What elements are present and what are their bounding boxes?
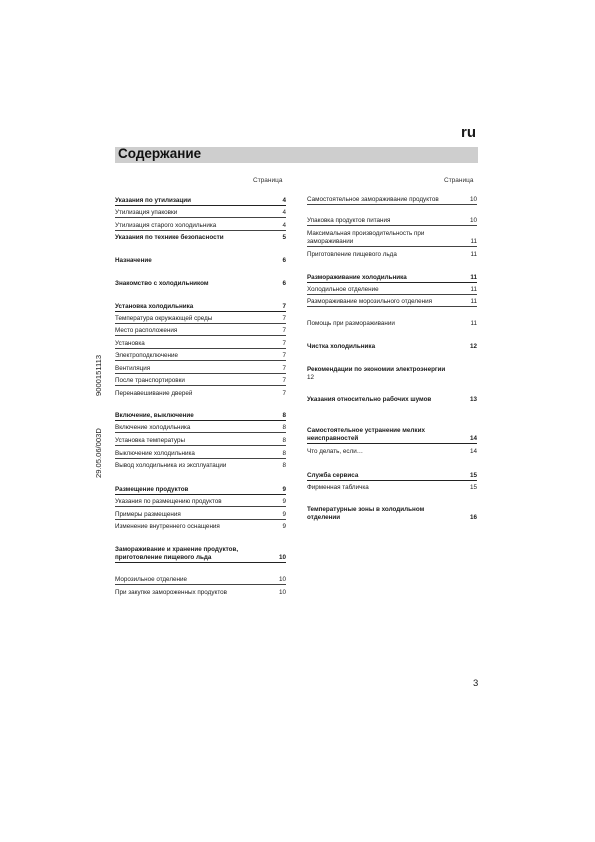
- toc-entry-title: Чистка холодильника: [307, 343, 376, 350]
- toc-entry-title: Знакомство с холодильником: [115, 280, 209, 287]
- toc-entry-title: Самостоятельное устранение мелких неисправностей: [307, 427, 425, 442]
- toc-entry-title: Указания по размещению продуктов: [115, 498, 222, 505]
- toc-entry-title: Установка: [115, 340, 145, 347]
- toc-entry: [307, 196, 477, 205]
- toc-entry-title: Вентиляция: [115, 365, 151, 372]
- toc-entry: [115, 377, 286, 386]
- toc-entry: [115, 437, 286, 446]
- toc-entry: [115, 450, 286, 459]
- toc-entry-page: 10: [469, 196, 477, 203]
- toc-entry-page: 7: [282, 352, 286, 359]
- toc-entry: [307, 286, 477, 295]
- toc-entry-title: Фирменная табличка: [307, 484, 369, 491]
- toc-entry-page: 11: [470, 251, 477, 258]
- toc-entry: [307, 484, 477, 492]
- toc-entry-title: Максимальная производительность при замораживании: [307, 230, 425, 245]
- toc-entry-page: 9: [282, 486, 286, 493]
- toc-entry: [307, 298, 477, 307]
- toc-entry: [307, 506, 477, 522]
- toc-entry-title: При закупке замороженных продуктов: [115, 589, 227, 596]
- toc-entry-title: Указания относительно рабочих шумов: [307, 396, 432, 403]
- toc-entry-title: Утилизация упаковки: [115, 209, 178, 216]
- toc-entry-page: 11: [470, 286, 477, 293]
- toc-entry-page: 14: [469, 448, 477, 455]
- toc-entry-title: Замораживание и хранение продуктов, приготовление пищевого льда: [115, 546, 239, 561]
- toc-entry-title: Указания по утилизации: [115, 197, 192, 204]
- toc-entry-title: Место расположения: [115, 327, 178, 334]
- column-header-left: Страница: [253, 177, 283, 184]
- toc-entry-page: 11: [470, 274, 477, 281]
- toc-entry-title: Приготовление пищевого льда: [307, 251, 397, 258]
- toc-entry-page: 7: [282, 315, 286, 322]
- toc-entry-page: 15: [469, 472, 477, 479]
- toc-entry-page: 4: [282, 209, 286, 216]
- toc-entry-page: 7: [282, 390, 286, 397]
- toc-entry: [115, 257, 286, 265]
- toc-entry-page: 8: [282, 437, 286, 444]
- toc-entry-page: 4: [282, 222, 286, 229]
- toc-entry-page: 15: [469, 484, 477, 491]
- toc-entry-title: Размещение продуктов: [115, 486, 189, 493]
- toc-entry: [307, 396, 477, 404]
- toc-entry-title: Утилизация старого холодильника: [115, 222, 217, 229]
- toc-entry: [115, 327, 286, 336]
- toc-entry-title: Включение холодильника: [115, 424, 191, 431]
- toc-entry: [115, 222, 286, 231]
- page-title: Содержание: [118, 146, 202, 161]
- toc-entry-title: Служба сервиса: [307, 472, 359, 479]
- toc-entry-page: 6: [282, 257, 286, 264]
- toc-entry-title: Температура окружающей среды: [115, 315, 213, 322]
- toc-entry-page: 12: [307, 374, 315, 381]
- toc-entry-page: 8: [282, 412, 286, 419]
- toc-entry-page: 7: [282, 303, 286, 310]
- toc-entry-title: Изменение внутреннего оснащения: [115, 523, 220, 530]
- toc-entry-title: Выключение холодильника: [115, 450, 195, 457]
- toc-entry: [115, 209, 286, 218]
- document-date-code: 29.05.06/003D: [94, 428, 103, 478]
- toc-entry-page: 10: [278, 554, 286, 561]
- toc-entry-page: 13: [469, 396, 477, 403]
- toc-entry-title: Перенавешивание дверей: [115, 390, 193, 397]
- toc-entry-title: Размораживание холодильника: [307, 274, 407, 281]
- toc-entry-title: Назначение: [115, 257, 152, 264]
- toc-entry-page: 7: [282, 340, 286, 347]
- toc-entry: [115, 498, 286, 507]
- title-bar: [115, 147, 478, 163]
- toc-entry: [307, 366, 477, 382]
- toc-entry-page: 11: [470, 320, 477, 327]
- toc-entry-page: 5: [282, 234, 286, 241]
- toc-entry: [115, 352, 286, 361]
- toc-entry-page: 9: [282, 511, 286, 518]
- toc-entry: [307, 274, 477, 283]
- toc-entry-page: 16: [469, 514, 477, 521]
- toc-entry-page: 10: [469, 217, 477, 224]
- toc-entry-page: 11: [470, 238, 477, 245]
- toc-entry: [307, 230, 477, 247]
- toc-entry-page: 7: [282, 377, 286, 384]
- toc-entry: [307, 320, 477, 328]
- toc-entry: [115, 280, 286, 288]
- toc-entry-page: 11: [470, 298, 477, 305]
- toc-entry: [115, 424, 286, 433]
- toc-entry-title: Рекомендации по экономии электроэнергии: [307, 366, 446, 373]
- toc-entry-page: 14: [469, 435, 477, 442]
- toc-entry-title: Включение, выключение: [115, 412, 194, 419]
- toc-entry: [307, 343, 477, 351]
- toc-entry-page: 8: [282, 424, 286, 431]
- toc-entry-title: Температурные зоны в холодильном отделении: [307, 506, 425, 521]
- toc-entry: [115, 197, 286, 206]
- toc-entry: [115, 340, 286, 349]
- toc-entry-title: Холодильное отделение: [307, 286, 379, 293]
- toc-entry-title: Помощь при размораживании: [307, 320, 395, 327]
- toc-entry-title: Установка температуры: [115, 437, 185, 444]
- toc-entry: [115, 412, 286, 421]
- toc-entry-title: Самостоятельное замораживание продуктов: [307, 196, 439, 203]
- toc-entry-title: Указания по технике безопасности: [115, 234, 224, 241]
- toc-entry-title: Электроподключение: [115, 352, 179, 359]
- language-code: ru: [461, 124, 476, 141]
- toc-entry: [115, 589, 286, 597]
- toc-entry: [115, 511, 286, 520]
- toc-entry-title: Примеры размещения: [115, 511, 181, 518]
- toc-entry: [115, 390, 286, 398]
- toc-entry-page: 9: [282, 498, 286, 505]
- toc-entry: [115, 486, 286, 495]
- toc-entry: [115, 303, 286, 312]
- toc-entry: [115, 576, 286, 585]
- toc-entry-page: 4: [282, 197, 286, 204]
- toc-entry-title: Упаковка продуктов питания: [307, 217, 391, 224]
- toc-entry-page: 10: [278, 576, 286, 583]
- toc-entry-title: После транспортировки: [115, 377, 185, 384]
- toc-entry-page: 8: [282, 462, 286, 469]
- toc-entry-page: 7: [282, 327, 286, 334]
- toc-entry: [115, 462, 286, 470]
- toc-entry-page: 8: [282, 450, 286, 457]
- toc-entry: [115, 546, 286, 563]
- toc-entry: [307, 472, 477, 481]
- toc-entry-page: 6: [282, 280, 286, 287]
- toc-entry: [307, 251, 477, 259]
- toc-entry: [307, 217, 477, 226]
- column-header-right: Страница: [444, 177, 474, 184]
- toc-entry-page: 12: [469, 343, 477, 350]
- toc-entry-title: Вывод холодильника из эксплуатации: [115, 462, 227, 469]
- toc-entry: [115, 234, 286, 242]
- toc-entry-page: 7: [282, 365, 286, 372]
- toc-entry: [115, 365, 286, 374]
- toc-entry: [115, 315, 286, 324]
- toc-entry: [307, 427, 477, 444]
- toc-entry: [115, 523, 286, 531]
- toc-entry-title: Размораживание морозильного отделения: [307, 298, 432, 305]
- toc-entry-title: Установка холодильника: [115, 303, 194, 310]
- toc-entry-title: Что делать, если…: [307, 448, 364, 455]
- toc-entry-page: 9: [282, 523, 286, 530]
- page-number: 3: [473, 678, 479, 689]
- article-number: 9000151113: [94, 354, 103, 396]
- toc-entry: [307, 448, 477, 456]
- toc-entry-page: 10: [278, 589, 286, 596]
- toc-entry-title: Морозильное отделение: [115, 576, 188, 583]
